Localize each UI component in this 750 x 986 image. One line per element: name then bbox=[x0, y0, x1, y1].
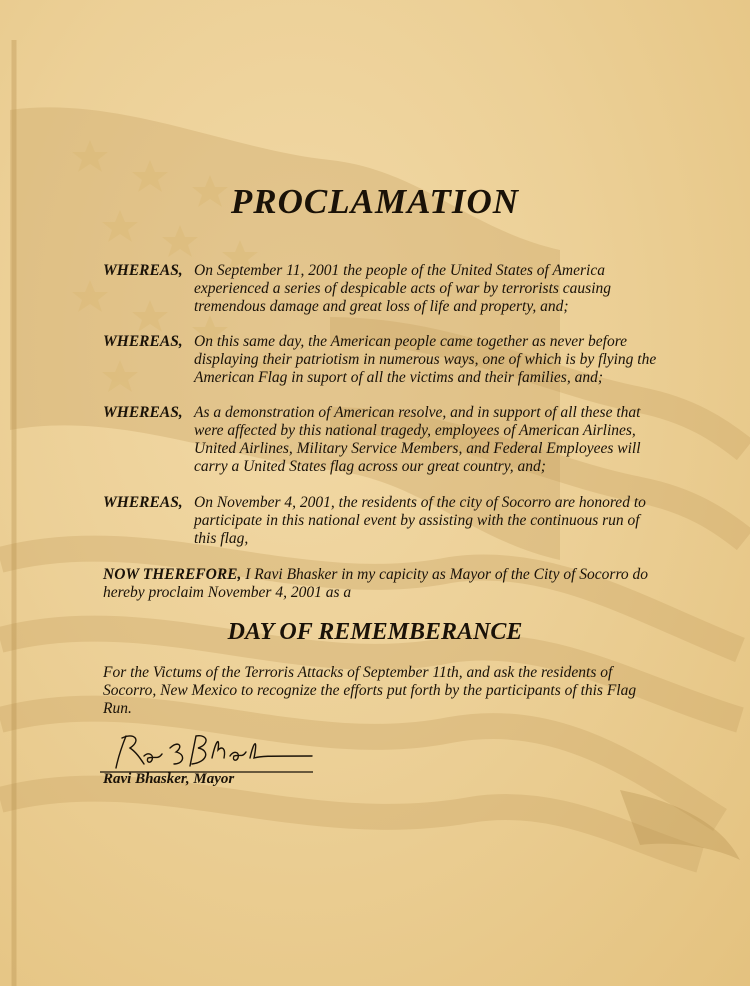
whereas-clause-3 bbox=[103, 404, 663, 476]
whereas-text: On September 11, 2001 the people of the United States of America experienced a series of despicable acts of war by terrorists causing tremendous damage and great loss of life and property, and; bbox=[194, 262, 611, 315]
closing-paragraph: For the Victums of the Terroris Attacks of September 11th, and ask the residents of Socorro, New Mexico to recognize the efforts put forth by the participants of this Flag Run. bbox=[103, 664, 637, 717]
whereas-keyword: WHEREAS, bbox=[103, 262, 183, 279]
whereas-clause-4 bbox=[103, 494, 663, 548]
proclamation-subtitle: DAY OF REMEMBERANCE bbox=[227, 619, 523, 645]
whereas-keyword: WHEREAS, bbox=[103, 404, 183, 421]
now-therefore-text: I Ravi Bhasker in my capicity as Mayor of the City of Socorro do hereby proclaim November 4, 2001 as a bbox=[103, 566, 649, 601]
whereas-clause-2 bbox=[103, 333, 663, 387]
whereas-text: As a demonstration of American resolve, and in support of all these that were affected by this national tragedy, employees of American Airlines, United Airlines, Military Service Members, and Federal Employees will carry a United States flag across our great country, and; bbox=[194, 404, 641, 475]
now-therefore-keyword: NOW THEREFORE, bbox=[103, 566, 242, 583]
whereas-keyword: WHEREAS, bbox=[103, 494, 183, 511]
whereas-keyword: WHEREAS, bbox=[103, 333, 183, 350]
page-title: PROCLAMATION bbox=[230, 182, 520, 221]
signer-name: Ravi Bhasker, Mayor bbox=[103, 771, 235, 787]
now-therefore-paragraph bbox=[103, 566, 663, 602]
handwritten-signature-icon bbox=[100, 730, 315, 775]
whereas-text: On this same day, the American people came together as never before displaying their patriotism in numerous ways, one of which is by flying the American Flag in suport of all the victims and their families, and; bbox=[194, 333, 657, 386]
whereas-text: On November 4, 2001, the residents of the city of Socorro are honored to participate in this national event by assisting with the continuous run of this flag, bbox=[194, 494, 646, 547]
whereas-clause-1 bbox=[103, 262, 663, 316]
